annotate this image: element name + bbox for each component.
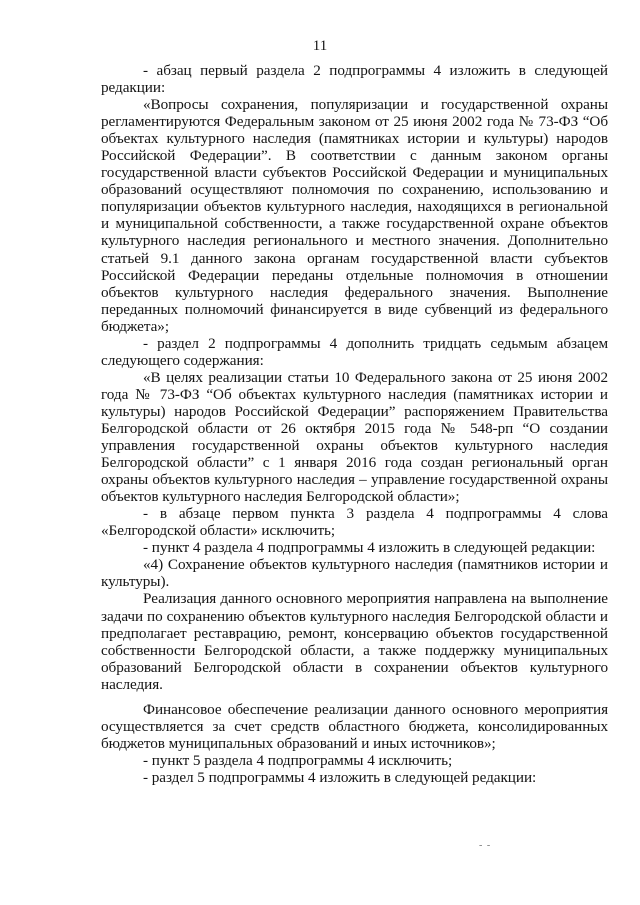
page-number: 11	[312, 38, 328, 54]
paragraph-7: «4) Сохранение объектов культурного наследия (памятников истории и культуры).	[101, 556, 608, 591]
paragraph-4: «В целях реализации статьи 10 Федерального закона от 25 июня 2002 года № 73-ФЗ “Об объектах культурного наследия (памятниках истории и культуры) народов Российской Федерации” распоряжением Правительства Белгородской области от 26 октября 2015 года № 548-рп “О создании управления государственной охраны объектов культурного наследия Белгородской области” с 1 января 2016 года создан региональный орган охраны объектов культурного наследия – управление государственной охраны объектов культурного наследия Белгородской области»;	[101, 368, 608, 506]
paragraph-11: - раздел 5 подпрограммы 4 изложить в следующей редакции:	[143, 768, 537, 786]
paragraph-2: «Вопросы сохранения, популяризации и государственной охраны регламентируются Федеральным законом от 25 июня 2002 года № 73-ФЗ “Об объектах культурного наследия (памятниках истории и культуры) народов Российской Федерации”. В соответствии с данным законом органы государственной власти субъектов Российской Федерации и муниципальных образований осуществляют полномочия по сохранению, использованию и популяризации объектов культурного наследия, находящихся в региональной и муниципальной собственности, а также государственной охране объектов культурного наследия регионального и местного значения. Дополнительно статьей 9.1 данного закона органам государственной власти субъектов Российской Федерации переданы отдельные полномочия в отношении объектов культурного наследия федерального значения. Выполнение переданных полномочий финансируется в виде субвенций из федерального бюджета»;	[101, 96, 608, 335]
document-body	[101, 62, 608, 786]
paragraph-8: Реализация данного основного мероприятия направлена на выполнение задачи по сохранению объектов культурного наследия Белгородской области и предполагает реставрацию, ремонт, консервацию объектов государственной собственности Белгородской области, а также поддержку муниципальных образований Белгородской области в сохранении объектов культурного наследия.	[101, 590, 608, 693]
scan-artifact: - -	[479, 840, 492, 851]
paragraph-3: - раздел 2 подпрограммы 4 дополнить тридцать седьмым абзацем следующего содержания:	[101, 334, 608, 369]
paragraph-1: - абзац первый раздела 2 подпрограммы 4 изложить в следующей редакции:	[101, 62, 608, 97]
paragraph-6: - пункт 4 раздела 4 подпрограммы 4 изложить в следующей редакции:	[143, 539, 596, 557]
paragraph-9: Финансовое обеспечение реализации данного основного мероприятия осуществляется за счет средств областного бюджета, консолидированных бюджетов муниципальных образований и иных источников»;	[101, 700, 608, 752]
paragraph-10: - пункт 5 раздела 4 подпрограммы 4 исключить;	[143, 751, 453, 769]
paragraph-5: - в абзаце первом пункта 3 раздела 4 подпрограммы 4 слова «Белгородской области» исключить;	[101, 505, 608, 540]
